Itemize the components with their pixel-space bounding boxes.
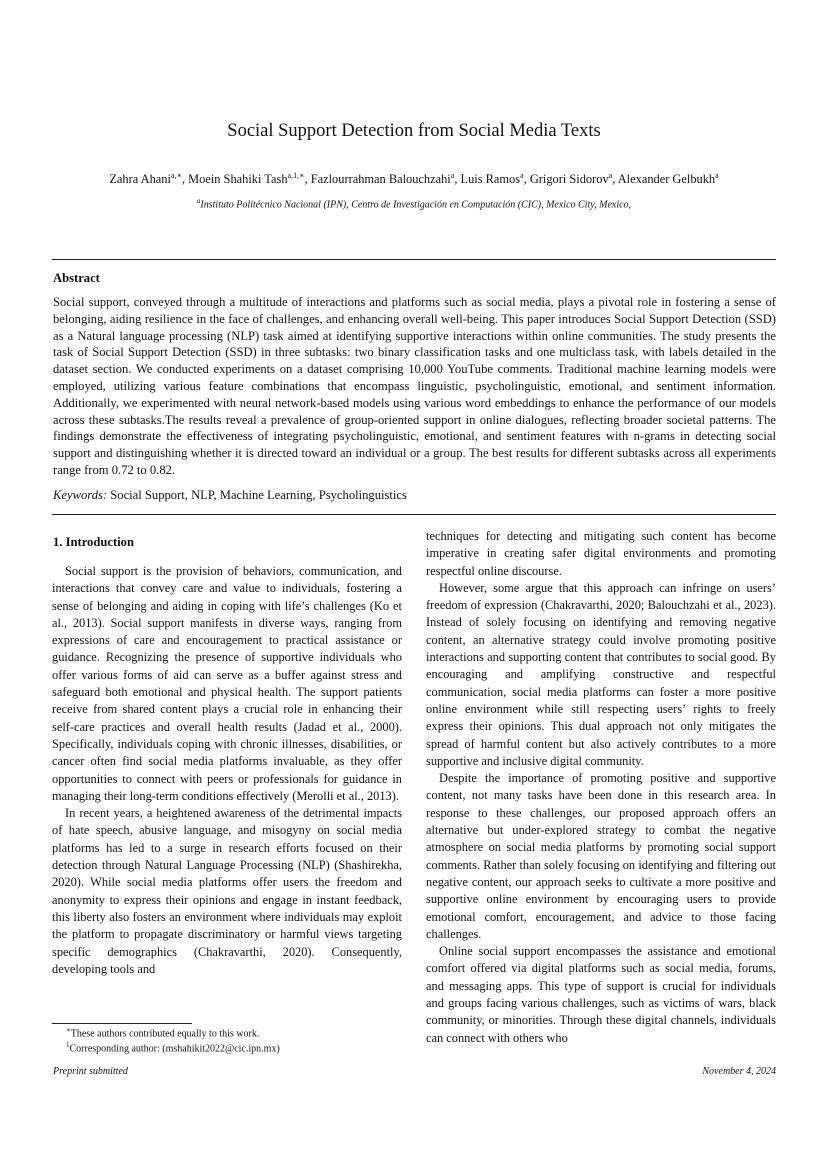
left-column — [52, 563, 402, 978]
footnote-divider — [52, 1023, 192, 1024]
footer-left: Preprint submitted — [53, 1066, 128, 1077]
author: Moein Shahiki Tash$^{a,1,∗}$ — [188, 171, 305, 187]
abstract-heading: Abstract — [53, 271, 100, 285]
abstract-divider — [52, 514, 776, 515]
paragraph: Despite the importance of promoting positive and supportive content, not many tasks have been done in this research area. In response to these challenges, our proposed approach offers an alternative but under-explored strategy to combat the negative atmosphere on social media platforms by promoting social support comments. Rather than solely focusing on identifying and filtering out negative content, our approach seeks to cultivate a more positive and supportive online environment by encouraging users to provide emotional comfort, encouragement, and advice to those facing challenges. — [426, 771, 776, 941]
author: Luis Ramos$^a$ — [460, 171, 524, 187]
paragraph: However, some argue that this approach can infringe on users’ freedom of expression (Chakravarthi, 2020; Balouchzahi et al., 2023). Instead of solely focusing on identifying and removing negative content, an alternative strategy could involve promoting positive interactions and supporting content that contributes to social good. By encouraging and amplifying constructive and respectful communication, social media platforms can foster a more positive online environment while still respecting users’ rights to freely express their opinions. This dual approach not only mitigates the spread of harmful content but also actively contributes to a more supportive and inclusive digital community. — [426, 580, 776, 768]
footnote: $^1$Corresponding author: (mshahikit2022@cic.ipn.mx) — [66, 1041, 280, 1055]
author: Alexander Gelbukh$^a$ — [617, 171, 719, 187]
author: Grigori Sidorov$^a$ — [529, 171, 613, 187]
footer-date: November 4, 2024 — [702, 1066, 776, 1077]
footnote: ∗These authors contributed equally to this work. — [66, 1026, 260, 1040]
keywords — [53, 488, 776, 503]
paragraph: In recent years, a heightened awareness of the detrimental impacts of hate speech, abusive language, and misogyny on social media platforms has led to a surge in research efforts focused on their detection through Natural Language Processing (NLP) (Shashirekha, 2020). While social media platforms offer users the freedom and anonymity to express their opinions and engage in instant feedback, this liberty also fosters an environment where individuals may exploit the platform to propagate discriminatory or harmful views targeting specific demographics (Chakravarthi, 2020). Consequently, developing tools and — [52, 806, 402, 976]
paragraph: Online social support encompasses the assistance and emotional comfort offered via digital platforms such as social media, forums, and messaging apps. This type of support is crucial for individuals and groups facing various challenges, such as victims of wars, black community, or minorities. Through these digital channels, individuals can connect with others who — [426, 944, 776, 1045]
keywords-label: Keywords: — [53, 488, 108, 502]
paragraph: Social support is the provision of behaviors, communication, and interactions that convey care and value to individuals, fostering a sense of belonging and aiding in coping with life’s challenges (Ko et al., 2013). Social support manifests in diverse ways, ranging from expressions of care and encouragement to practical assistance or guidance. Recognizing the presence of supportive individuals who offer various forms of aid can serve as a buffer against stress and safeguard both emotional and physical health. The support patients receive from shared content plays a crucial role in enhancing their self-care practices and overall health results (Jadad et al., 2000). Specifically, individuals coping with chronic illnesses, disabilities, or cancer often find social media platforms invaluable, as they offer opportunities to connect with peers or professionals for guidance in managing their long-term conditions effectively (Merolli et al., 2013). — [52, 564, 402, 803]
keywords-text: Social Support, NLP, Machine Learning, Psycholinguistics — [110, 488, 407, 502]
author: Fazlourrahman Balouchzahi$^a$ — [310, 171, 455, 187]
right-column — [426, 528, 776, 1047]
top-divider — [52, 259, 776, 260]
author: Zahra Ahani$^{a,∗}$ — [109, 171, 182, 187]
affiliation: $^a$Instituto Politécnico Nacional (IPN), Centro de Investigación en Computación (CIC), Mexico City, Mexico, — [196, 197, 632, 211]
author-list: Zahra Ahani$^{a,∗}$, Moein Shahiki Tash$^{a,1,∗}$, Fazlourrahman Balouchzahi$^a$, Luis Ramos$^a$, Grigori Sidorov$^a$, Alexander Gelbukh$^a$ — [109, 171, 719, 187]
paper-title: Social Support Detection from Social Media Texts — [227, 121, 601, 141]
abstract-body: Social support, conveyed through a multitude of interactions and platforms such as social media, plays a pivotal role in fostering a sense of belonging, aiding resilience in the face of challenges, and enhancing overall well-being. This paper introduces Social Support Detection (SSD) as a Natural language processing (NLP) task aimed at identifying supportive interactions within online communities. The study presents the task of Social Support Detection (SSD) in three subtasks: two binary classification tasks and one multiclass task, with labels detailed in the dataset section. We conducted experiments on a dataset comprising 10,000 YouTube comments. Traditional machine learning models were employed, utilizing various feature combinations that encompass linguistic, psycholinguistic, emotional, and sentiment information. Additionally, we experimented with neural network-based models using various word embeddings to enhance the performance of our models across these subtasks.The results reveal a prevalence of group-oriented support in online dialogues, reflecting broader societal patterns. The findings demonstrate the effectiveness of integrating psycholinguistic, emotional, and sentiment features with n-grams in detecting social support and distinguishing whether it is directed toward an individual or a group. The best results for different subtasks across all experiments range from 0.72 to 0.82. — [53, 295, 776, 477]
paragraph-continuation: techniques for detecting and mitigating such content has become imperative in creating safer digital environments and promoting respectful online discourse. — [426, 529, 776, 578]
section-heading: 1. Introduction — [53, 535, 134, 549]
